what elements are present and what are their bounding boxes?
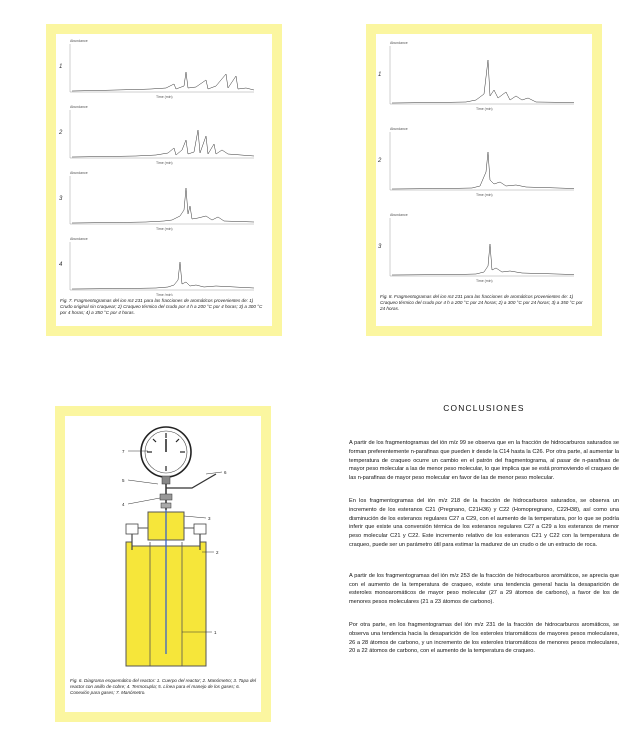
callout-6: 6 [224, 470, 227, 475]
fig7-panel-3 [59, 171, 254, 231]
fig7-time-label-2: Time (min) [156, 161, 173, 165]
callout-7: 7 [122, 449, 125, 454]
callout-5: 5 [122, 478, 125, 483]
fig7-panel-label-3: 3 [59, 196, 63, 202]
fig7-time-label-1: Time (min) [156, 95, 173, 99]
conclusions-paragraph-2: En los fragmentogramas del ión m/z 218 de la fracción de hidrocarburos saturados, se observa un incremento de los esteranos C21 (Pregnano, C21H36) y C22 (Homopregnano, C22H38), así como una disminución de los esteranos regulares C27 a C29, con el aumento de la temperatura, por lo que se podría inferir que existe una conversión térmica de los esteranos regulares C27 a C29 a los esteranos de menor peso molecular C21 y C22. Este incremento relativo de los esteranos C21 y C22 con la temperatura de craqueo, puede ser un parámetro útil para estimar la madurez de un crudo o de un extracto de roca. [349, 497, 619, 548]
fig8-abundance-label-2: Abundance [390, 127, 408, 131]
fig8-abundance-label-3: Abundance [390, 213, 408, 217]
fig7-time-label-3: Time (min) [156, 227, 173, 231]
callout-4: 4 [122, 502, 125, 507]
fig8-panel-label-1: 1 [378, 72, 382, 78]
fig8-panel-label-3: 3 [378, 244, 382, 250]
figure-7-chromatograms [56, 34, 272, 296]
fig7-abundance-label-2: Abundance [70, 105, 88, 109]
figure-6-caption: Fig. 6. Diagrama esquemático del reactor: 1. Cuerpo del reactor; 2. Manómetro; 3. Tapa del reactor con anillo de cobre; 4. Termocupla; 5. Línea para el manejo de los gases; 6. Conexión para gases; 7. Manómetro. [70, 678, 256, 695]
fig8-time-label-3: Time (min) [476, 279, 493, 283]
callout-2: 2 [216, 550, 219, 555]
fig8-panel-1 [378, 41, 574, 111]
fig8-panel-3 [378, 213, 574, 283]
fig8-panel-2 [377, 127, 574, 197]
fig8-time-label-1: Time (min) [476, 107, 493, 111]
conclusions-title: CONCLUSIONES [443, 403, 525, 413]
reactor-diagram [66, 418, 260, 674]
fig7-trace-2 [72, 130, 254, 157]
fig7-trace-1 [72, 72, 254, 91]
fig7-trace-4 [72, 262, 254, 289]
fig8-trace-1 [392, 60, 574, 103]
fig7-panel-4 [59, 237, 254, 296]
fig7-time-label-4: Time (min) [156, 293, 173, 296]
conclusions-section [349, 403, 619, 678]
fig7-panel-1 [59, 39, 254, 99]
fig7-abundance-label-4: Abundance [70, 237, 88, 241]
figure-8-caption: Fig. 8. Fragmentogramas del ion mz 231 para las fracciones de aromáticos provenientes de: 1) Craqueo térmico del crudo por 4 h a 200 °C por 24 horas; 2) a 300 °C por 24 horas; 3) a 350 °C por 24 horas. [380, 294, 583, 311]
fig7-abundance-label-3: Abundance [70, 171, 88, 175]
conclusions-paragraph-4: Por otra parte, en los fragmentogramas del ión m/z 231 de la fracción de hidrocarburos aromáticos, se observa una tendencia hacia la desaparición de los esteroles triaromáticos de mayores pesos moleculares, 26 a 28 átomos de carbono, y un incremento de los esteroles triaromáticos de menores pesos moleculares, 20 a 22 átomos de carbono, con el aumento de la temperatura de craqueo. [349, 621, 619, 655]
conclusions-paragraph-3: A partir de los fragmentogramas del ión m/z 253 de la fracción de hidrocarburos aromáticos, se aprecia que con el aumento de la temperatura de craqueo, existe una tendencia general hacia la desaparición de esteroles monoaromáticos de mayor peso molecular (27 a 29 átomos de carbono), a favor de los de menores pesos moleculares (21 a 23 átomos de carbono). [349, 572, 619, 606]
manometer-icon [141, 427, 191, 484]
callout-1: 1 [214, 630, 217, 635]
figure-8-chromatograms [376, 36, 592, 286]
fig8-panel-label-2: 2 [378, 158, 382, 164]
fig8-abundance-label-1: Abundance [390, 41, 408, 45]
fig7-panel-label-2: 2 [59, 130, 63, 136]
conclusions-paragraph-1: A partir de los fragmentogramas del ión m/z 99 se observa que en la fracción de hidrocarburos saturados se forman preferentemente n-parafinas que pueden ir desde la C14 hasta la C26. Por otra parte, al aumentar la temperatura de craqueo ocurre un cambio en el patrón del fragmentograma, al pasar de n-parafinas de mayor peso molecular a las de menor peso molecular, lo que implica que se está promoviendo el craqueo de las n-parafinas de mayor peso molecular en favor de las de menor peso molecular. [349, 440, 619, 482]
fig7-abundance-label-1: Abundance [70, 39, 88, 43]
fig8-trace-3 [392, 244, 574, 275]
fig7-panel-label-1: 1 [59, 64, 63, 70]
fig8-time-label-2: Time (min) [476, 193, 493, 197]
figure-7-caption: Fig. 7. Fragmentogramas del ion mz 231 para las fracciones de aromáticos provenientes de: 1) Crudo original sin craquear; 2) Craqueo térmico del crudo por 4 h a 200 °C por 4 horas; 3) a 300 °C por 4 horas; 4) a 350 °C por 4 horas. [60, 298, 263, 315]
fig8-trace-2 [392, 152, 574, 189]
fig7-trace-3 [72, 188, 254, 223]
fig7-panel-label-4: 4 [59, 262, 63, 268]
reactor-body [126, 510, 206, 666]
callout-3: 3 [208, 516, 211, 521]
fig7-panel-2 [58, 105, 254, 165]
